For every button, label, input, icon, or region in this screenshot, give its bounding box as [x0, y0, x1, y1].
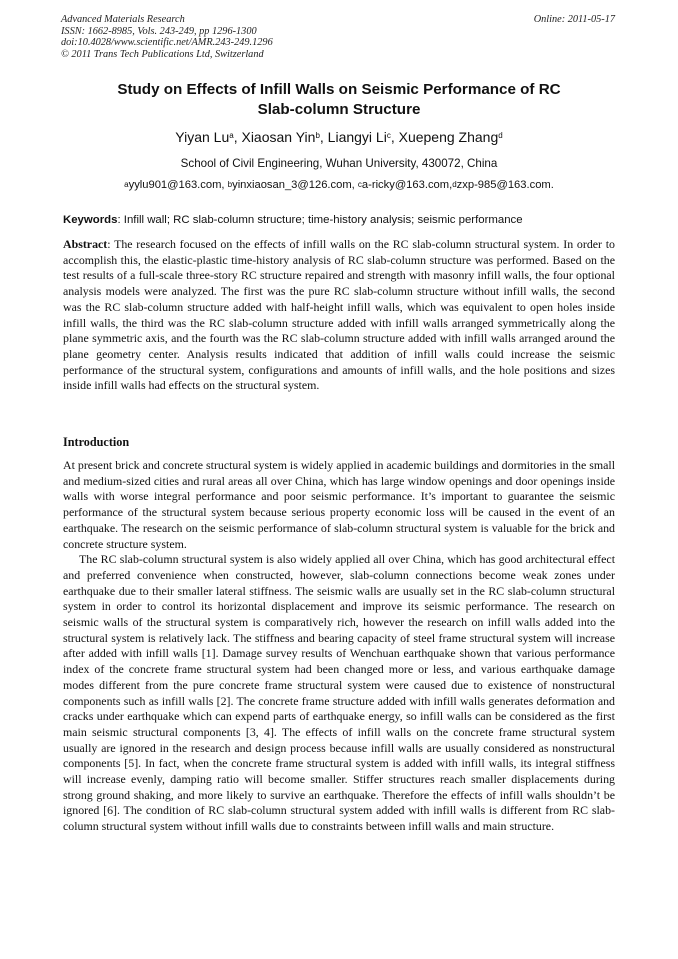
- email-sup: d: [452, 180, 457, 189]
- email-list: [30, 178, 648, 193]
- doi-line: doi:10.4028/www.scientific.net/AMR.243-249.1296: [61, 37, 273, 48]
- email-sup: b: [227, 180, 233, 189]
- online-date: Online: 2011-05-17: [533, 14, 615, 25]
- journal-name: Advanced Materials Research: [61, 14, 185, 25]
- keywords: [63, 213, 615, 228]
- abstract-label: Abstract: [63, 237, 108, 251]
- copyright-line: © 2011 Trans Tech Publications Ltd, Switzerland: [61, 48, 264, 60]
- intro-paragraph-1: At present brick and concrete structural system is widely applied in academic buildings and dormitories in the small and medium-sized cities and rural areas all over China, which has large window openings and door openings inside walls with worse integral performance and poor seismic performance. It’s important to guarantee the seismic performance of the structural system because serious property economic loss will be caused in the event of an earthquake. The research on the seismic performance of slab-column structural system is valuable for the brick and concrete structure system.: [63, 458, 615, 551]
- paper-title: [80, 80, 598, 120]
- journal-header: [61, 14, 615, 60]
- email-sup: a: [124, 180, 129, 189]
- email-sup: c: [357, 180, 362, 189]
- section-heading-introduction: Introduction: [63, 435, 130, 449]
- author-sup: a: [229, 131, 234, 140]
- author-name: Xuepeng Zhang: [398, 129, 499, 145]
- author-sup: b: [315, 131, 320, 140]
- keywords-label: Keywords: [63, 214, 118, 226]
- email-address: yylu901@163.com,: [128, 179, 225, 191]
- abstract: [63, 237, 615, 394]
- title-line-2: Slab-column Structure: [257, 101, 421, 118]
- abstract-paragraph: [63, 237, 615, 394]
- title-line-1: Study on Effects of Infill Walls on Seismic Performance of RC: [117, 81, 561, 98]
- email-address: a-ricky@163.com,: [361, 179, 453, 191]
- author-sup: c: [386, 131, 391, 140]
- author-name: Liangyi Li: [327, 129, 387, 145]
- author-list: Yiyan Lu$^a$, Xiaosan Yin$^b$, Liangyi Li$^c$, Xuepeng Zhang$^d$: [175, 129, 503, 145]
- introduction-body: [63, 458, 615, 835]
- author-name: Yiyan Lu: [175, 129, 230, 145]
- affiliation: School of Civil Engineering, Wuhan University, 430072, China: [180, 157, 498, 170]
- intro-paragraph-2: The RC slab-column structural system is also widely applied all over China, which has good architectural effect and preferred convenience when constructed, however, slab-column connections become weak zones under earthquake due to their smaller lateral stiffness. The seismic walls are usually set in the RC slab-column structural system in order to control its horizontal displacement and improve its seismic performance. The research on seismic walls of the structural system is comparatively rich, however the research on infill walls added into the structural system is relatively lack. The stiffness and bearing capacity of steel frame structural system will increase after added with infill walls [1]. Damage survey results of Wenchuan earthquake shown that various performance index of the concrete frame structural system had been changed more or less, and various earthquake damage modes different from the pure concrete frame structural system were caused due to existence of nonstructural components such as infill walls [2]. The concrete frame structure added with infill walls generates deformation and cracks under earthquake which can expend parts of earthquake energy, so infill walls can be considered as the first main seismic structural components [3, 4]. The effects of infill walls on the concrete frame structural system usually are ignored in the research and design process because infill walls are usually considered as nonstructural components [5]. In fact, when the concrete frame structural system is added with infill walls, its integral stiffness will increase evenly, damping ratio will become smaller. Stiffer structures reach smaller displacements during strong ground shaking, and more likely to survive an earthquake. Therefore the effects of infill walls shouldn’t be ignored [6]. The condition of RC slab-column structural system added with infill walls is different from RC slab-column structural system without infill walls due to constraints between infill walls and main structure.: [63, 552, 615, 834]
- email-address: zxp-985@163.com.: [456, 179, 554, 191]
- email-address: yinxiaosan_3@126.com,: [232, 179, 355, 191]
- keywords-text: : Infill wall; RC slab-column structure; time-history analysis; seismic performance: [117, 214, 523, 226]
- author-name: Xiaosan Yin: [241, 129, 316, 145]
- issn-line: ISSN: 1662-8985, Vols. 243-249, pp 1296-1300: [61, 25, 257, 37]
- author-sup: d: [498, 131, 503, 140]
- abstract-text: : The research focused on the effects of infill walls on the RC slab-column structural system. In order to accomplish this, the elastic-plastic time-history analysis of RC slab-column structure was performed. Based on the test results of a full-scale three-story RC structure repaired and strength with masonry infill walls, the four optional analysis models were analyzed. The first was the pure RC slab-column structure without infill walls, the second was the RC slab-column structure added with half-height infill walls, which was equivalent to open holes inside infill walls, the third was the RC slab-column structure added with infill walls arranged symmetrically along the plane symmetric axis, and the fourth was the RC slab-column structure added with infill walls arranged around the plane geometry center. Analysis results indicated that addition of infill walls could increase the seismic performance of the structural system, configurations and amounts of infill walls, and the hole positions and sizes inside infill walls had effects on the structural system.: [63, 237, 615, 393]
